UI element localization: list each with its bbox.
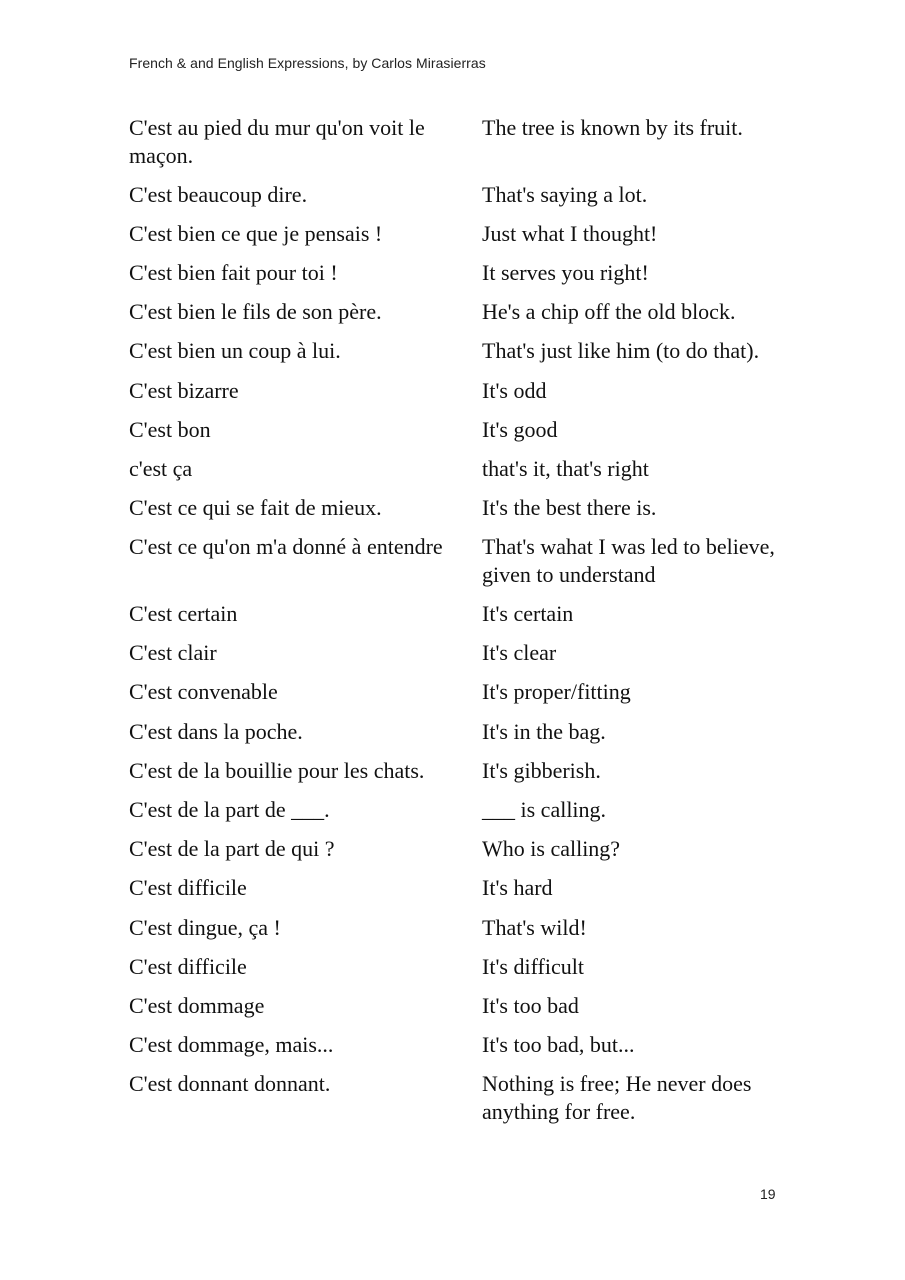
french-expression: C'est bien un coup à lui. — [129, 338, 341, 364]
french-expression: C'est dommage — [129, 992, 265, 1018]
french-expression: C'est bon — [129, 416, 211, 442]
table-row — [129, 220, 789, 248]
table-row — [129, 678, 789, 706]
table-row — [129, 953, 789, 981]
english-translation: Nothing is free; He never does anything for free. — [482, 1071, 752, 1124]
table-row — [129, 1031, 789, 1059]
english-translation: It's too bad, but... — [482, 1032, 635, 1058]
english-translation: He's a chip off the old block. — [482, 299, 736, 325]
english-translation: It's clear — [482, 640, 557, 666]
table-row — [129, 259, 789, 287]
english-translation: It's certain — [482, 601, 574, 627]
expressions-table — [129, 114, 789, 1137]
english-translation: Just what I thought! — [482, 220, 658, 246]
french-expression: C'est dingue, ça ! — [129, 914, 281, 940]
running-header: French & and English Expressions, by Carlos Mirasierras — [129, 55, 486, 71]
table-row — [129, 718, 789, 746]
french-expression: C'est certain — [129, 601, 238, 627]
english-translation: The tree is known by its fruit. — [482, 115, 743, 140]
table-row — [129, 416, 789, 444]
french-expression: C'est donnant donnant. — [129, 1071, 331, 1097]
english-translation: It's the best there is. — [482, 495, 657, 521]
french-expression: C'est convenable — [129, 679, 278, 705]
page-number: 19 — [760, 1186, 776, 1202]
english-translation: It's hard — [482, 875, 553, 901]
french-expression: C'est de la bouillie pour les chats. — [129, 757, 425, 783]
table-row — [129, 114, 789, 169]
english-translation: It's too bad — [482, 992, 579, 1018]
english-translation: It's difficult — [482, 953, 584, 979]
french-expression: C'est bizarre — [129, 377, 239, 403]
english-translation: that's it, that's right — [482, 456, 649, 481]
table-row — [129, 600, 789, 628]
english-translation: It's gibberish. — [482, 757, 601, 783]
table-row — [129, 298, 789, 326]
french-expression: C'est difficile — [129, 953, 247, 979]
english-translation: It's odd — [482, 377, 547, 403]
table-row — [129, 757, 789, 785]
table-row — [129, 337, 789, 365]
table-row — [129, 533, 789, 588]
english-translation: It serves you right! — [482, 260, 649, 286]
table-row — [129, 377, 789, 405]
french-expression: C'est de la part de ___. — [129, 797, 330, 822]
french-expression: C'est difficile — [129, 875, 247, 901]
french-expression: C'est dommage, mais... — [129, 1032, 334, 1058]
english-translation: That's wild! — [482, 914, 587, 940]
french-expression: C'est bien fait pour toi ! — [129, 260, 338, 286]
table-row — [129, 914, 789, 942]
french-expression: C'est ce qui se fait de mieux. — [129, 495, 382, 521]
french-expression: C'est au pied du mur qu'on voit le maçon. — [129, 115, 425, 168]
table-row — [129, 639, 789, 667]
french-expression: C'est bien ce que je pensais ! — [129, 220, 383, 246]
french-expression: C'est de la part de qui ? — [129, 836, 335, 862]
english-translation: It's good — [482, 416, 558, 442]
french-expression: C'est dans la poche. — [129, 718, 303, 744]
english-translation: That's just like him (to do that). — [482, 338, 760, 364]
table-row — [129, 992, 789, 1020]
english-translation: It's proper/fitting — [482, 679, 631, 705]
french-expression: C'est bien le fils de son père. — [129, 299, 382, 325]
english-translation: It's in the bag. — [482, 718, 606, 744]
table-row — [129, 494, 789, 522]
table-row — [129, 181, 789, 209]
english-translation: That's wahat I was led to believe, given to understand — [482, 534, 775, 587]
french-expression: C'est ce qu'on m'a donné à entendre — [129, 534, 443, 560]
table-row — [129, 874, 789, 902]
english-translation: ___ is calling. — [482, 797, 607, 822]
table-row — [129, 455, 789, 483]
french-expression: C'est clair — [129, 640, 217, 666]
english-translation: That's saying a lot. — [482, 181, 648, 207]
french-expression: C'est beaucoup dire. — [129, 181, 308, 207]
table-row — [129, 796, 789, 824]
french-expression: c'est ça — [129, 456, 193, 481]
table-row — [129, 835, 789, 863]
english-translation: Who is calling? — [482, 836, 621, 862]
table-row — [129, 1070, 789, 1125]
